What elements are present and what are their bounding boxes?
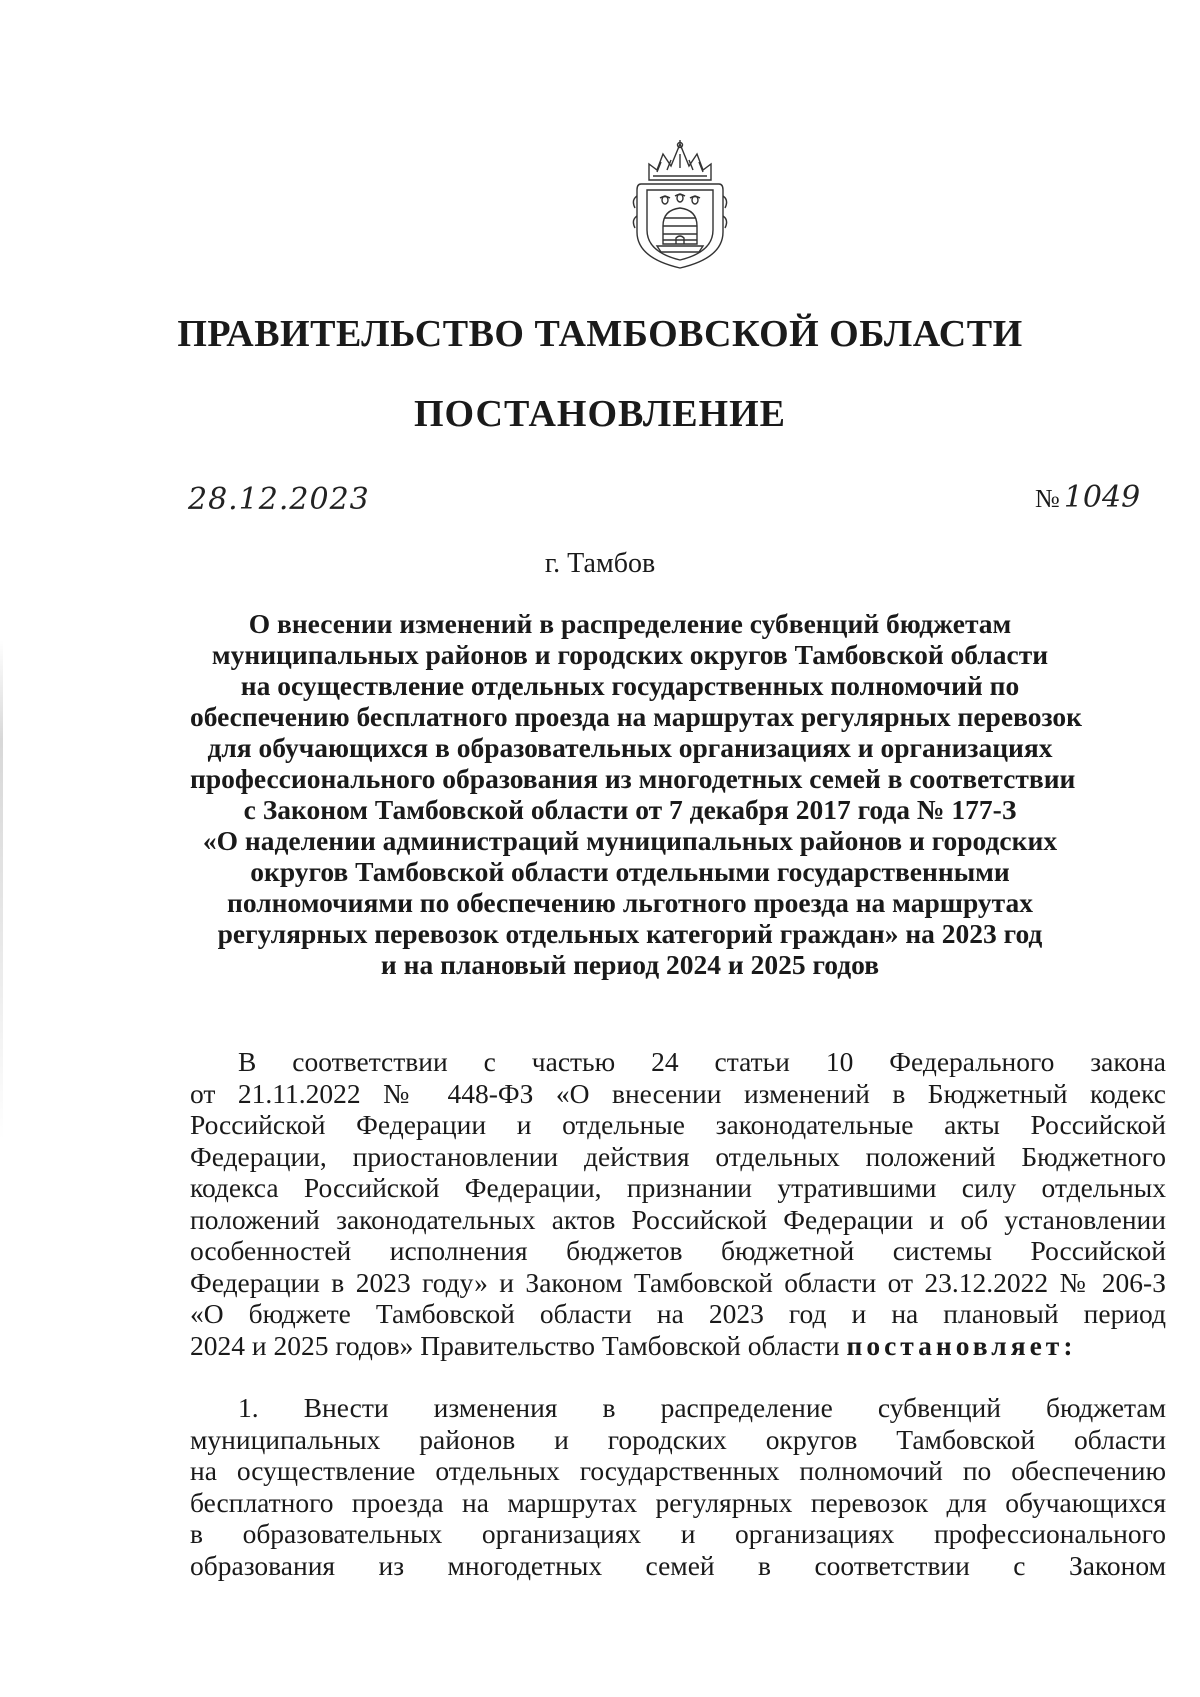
body-line: в образовательных организациях и организациях профессионального	[190, 1518, 1166, 1549]
preamble-paragraph	[190, 1046, 1166, 1361]
body-line: особенностей исполнения бюджетов бюджетной системы Российской	[190, 1235, 1166, 1266]
document-title	[190, 608, 1082, 980]
organization-name: ПРАВИТЕЛЬСТВО ТАМБОВСКОЙ ОБЛАСТИ	[177, 313, 1023, 355]
body-line: Федерации в 2023 году» и Законом Тамбовской области от 23.12.2022 № 206-З	[190, 1266, 1166, 1298]
body-line-with-decree	[190, 1330, 1166, 1362]
body-line: бесплатного проезда на маршрутах регулярных перевозок для обучающихся	[190, 1486, 1166, 1518]
title-line: «О наделении администраций муниципальных районов и городских	[202, 825, 1058, 856]
document-date: 28.12.2023	[188, 482, 370, 517]
title-line: профессионального образования из многодетных семей в соответствии	[190, 763, 1076, 794]
body-line: от 21.11.2022 № 448-ФЗ «О внесении изменений в Бюджетный кодекс	[190, 1077, 1166, 1109]
body-line: образования из многодетных семей в соответствии с Законом	[190, 1549, 1166, 1581]
title-line: и на плановый период 2024 и 2025 годов	[380, 949, 880, 980]
title-line: на осуществление отдельных государственных полномочий по	[240, 670, 1020, 701]
title-line: округов Тамбовской области отдельными государственными	[250, 856, 1010, 887]
body-line: «О бюджете Тамбовской области на 2023 год и на плановый период	[190, 1298, 1166, 1329]
number-value: 1049	[1063, 480, 1141, 515]
title-line: для обучающихся в образовательных организациях и организациях	[207, 732, 1053, 763]
number-sign: №	[1035, 484, 1060, 513]
body-line: муниципальных районов и городских округов Тамбовской области	[190, 1423, 1166, 1455]
title-line: полномочиями по обеспечению льготного проезда на маршрутах	[226, 887, 1033, 918]
document-type: ПОСТАНОВЛЕНИЕ	[413, 393, 787, 435]
title-line: О внесении изменений в распределение субвенций бюджетам	[248, 608, 1012, 639]
decree-word: постановляет:	[846, 1329, 1077, 1361]
document-number	[1035, 480, 1140, 515]
body-line: положений законодательных актов Российской Федерации и об установлении	[190, 1203, 1166, 1235]
body-line: Российской Федерации и отдельные законодательные акты Российской	[190, 1109, 1166, 1140]
body-line: Федерации, приостановлении действия отдельных положений Бюджетного	[190, 1140, 1166, 1172]
title-line: муниципальных районов и городских округов Тамбовской области	[211, 639, 1049, 670]
title-line: регулярных перевозок отдельных категорий граждан» на 2023 год	[217, 918, 1043, 949]
title-line: с Законом Тамбовской области от 7 декабря 2017 года № 177-З	[243, 794, 1017, 825]
tambov-coat-of-arms-emblem	[627, 140, 733, 272]
body-line: 1. Внести изменения в распределение субвенций бюджетам	[238, 1392, 1166, 1423]
body-line: на осуществление отдельных государственных полномочий по обеспечению	[190, 1455, 1166, 1486]
body-line: В соответствии с частью 24 статьи 10 Федерального закона	[238, 1046, 1166, 1077]
body-line: кодекса Российской Федерации, признании утратившими силу отдельных	[190, 1172, 1166, 1203]
body-line: 2024 и 2025 годов» Правительство Тамбовской области	[190, 1329, 840, 1361]
title-line: обеспечению бесплатного проезда на маршрутах регулярных перевозок	[190, 701, 1082, 732]
scan-edge-shadow	[0, 640, 3, 1140]
city-line: г. Тамбов	[544, 548, 656, 579]
clause-1-paragraph	[190, 1392, 1166, 1581]
